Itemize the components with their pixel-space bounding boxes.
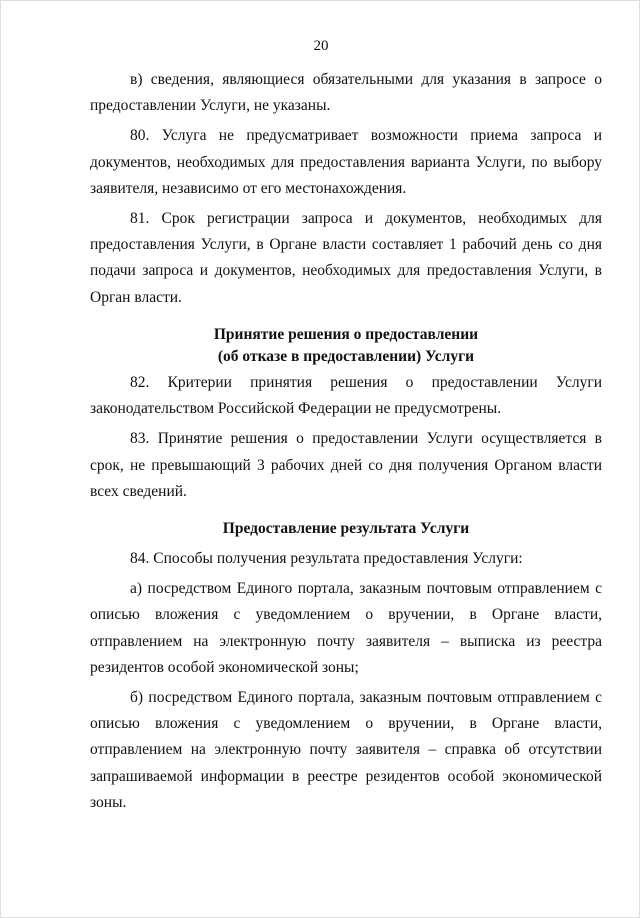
paragraph-80: 80. Услуга не предусматривает возможности приема запроса и документов, необходимых для предоставления варианта Услуги, по выбору заявителя, независимо от его местонахождения. — [90, 127, 602, 197]
paragraph-84: 84. Способы получения результата предоставления Услуги: — [130, 550, 523, 567]
section-result — [90, 546, 602, 816]
heading-line-2: (об отказе в предоставлении) Услуги — [217, 348, 475, 365]
section-registration — [90, 67, 602, 311]
paragraph-subitem-v: в) сведения, являющиеся обязательными для указания в запросе о предоставлении Услуги, не указаны. — [90, 71, 602, 115]
paragraph-subitem-a: а) посредством Единого портала, заказным почтовым отправлением с описью вложения с уведомлением о вручении, в Органе власти, отправлением на электронную почту заявителя – выписка из реестра резидентов особой экономической зоны; — [90, 580, 602, 676]
section-heading-result — [90, 518, 602, 540]
section-heading-decision — [90, 324, 602, 368]
heading-line-1: Предоставление результата Услуги — [222, 520, 470, 537]
paragraph-83: 83. Принятие решения о предоставлении Услуги осуществляется в срок, не превышающий 3 рабочих дней со дня получения Органом власти всех сведений. — [90, 430, 602, 500]
section-decision — [90, 370, 602, 505]
heading-line-1: Принятие решения о предоставлении — [213, 326, 479, 343]
paragraph-subitem-b: б) посредством Единого портала, заказным почтовым отправлением с описью вложения с уведомлением о вручении, в Органе власти, отправлением на электронную почту заявителя – справка об отсутствии запрашиваемой информации в реестре резидентов особой экономической зоны. — [90, 689, 602, 811]
paragraph-82: 82. Критерии принятия решения о предоставлении Услуги законодательством Российской Федерации не предусмотрены. — [90, 374, 602, 418]
page-number: 20 — [313, 38, 329, 54]
paragraph-81: 81. Срок регистрации запроса и документов, необходимых для предоставления Услуги, в Органе власти составляет 1 рабочий день со дня подачи запроса и документов, необходимых для предоставления Услуги, в Орган власти. — [90, 210, 602, 306]
